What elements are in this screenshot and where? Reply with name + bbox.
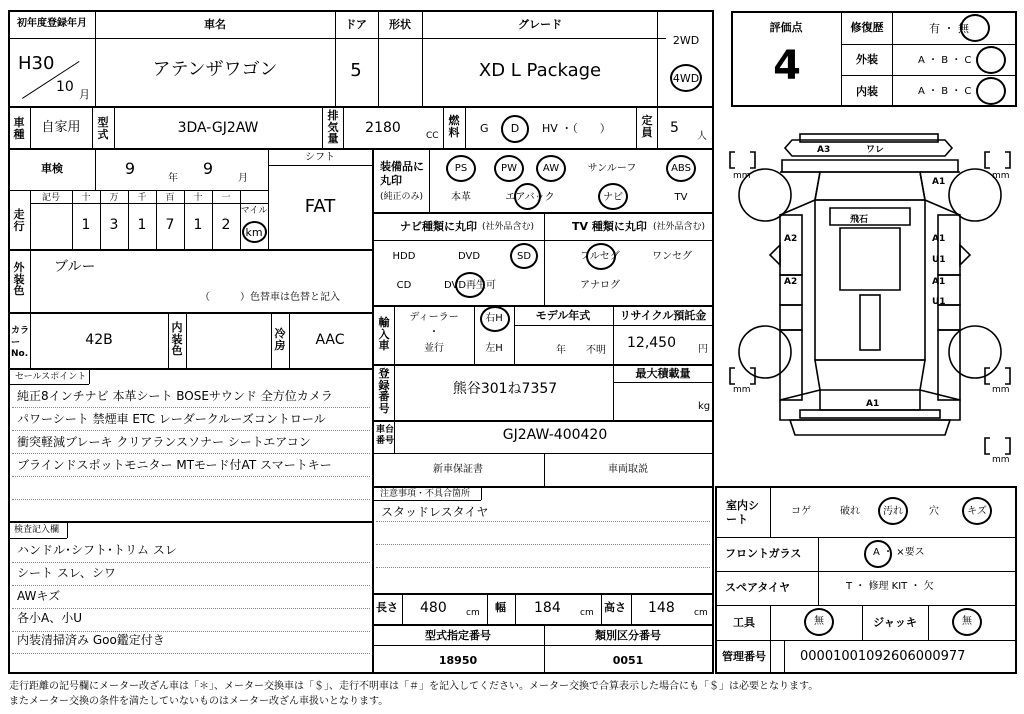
capacity-value: 5 — [670, 120, 679, 136]
exterior-grade: A ・ B ・ C — [918, 55, 972, 66]
width-unit: cm — [580, 608, 594, 618]
equip-item: サンルーフ — [587, 163, 637, 174]
mileage-mile: マイル — [240, 206, 268, 216]
inspection-year-unit: 年 — [168, 173, 178, 184]
tools-label: 工具 — [733, 616, 755, 629]
equip-item: 本革 — [451, 192, 471, 203]
height-unit: cm — [694, 608, 708, 618]
interior-color-label: 内装色 — [171, 321, 183, 358]
mileage-digit: 1 — [137, 217, 147, 233]
drive-4wd: 4WD — [672, 72, 700, 85]
length-label: 長さ — [376, 601, 398, 614]
type-no-label: 型式指定番号 — [425, 629, 491, 642]
import-label: 輸入車 — [378, 316, 390, 353]
class-no-label: 類別区分番号 — [595, 629, 661, 642]
grade-value: XD L Package — [478, 60, 602, 81]
fuel-g: G — [480, 122, 489, 135]
interior-seat-label: 室内シート — [726, 499, 759, 527]
model-value: 3DA-GJ2AW — [177, 120, 259, 136]
jack-value: 無 — [962, 616, 972, 627]
inspect-label: 検査記入欄 — [14, 525, 60, 535]
mileage-km: km — [245, 226, 263, 239]
damage-mark: 飛石 — [850, 215, 869, 225]
max-load-unit: kg — [698, 401, 711, 412]
inspect-line: 内装清掃済み Goo鑑定付き — [17, 633, 165, 647]
model-year-unit: 年 — [556, 345, 566, 356]
inspect-line: 各小A、小U — [17, 611, 82, 625]
capacity-label: 定員 — [641, 114, 653, 139]
color-no-value: 42B — [85, 332, 113, 348]
class-no-value: 0051 — [612, 654, 644, 667]
inspection-year: 9 — [124, 159, 136, 178]
mileage-sign-label: 記号 — [41, 193, 61, 203]
mgmt-value: 00001001092606000977 — [800, 649, 966, 664]
displacement-value: 2180 — [365, 120, 401, 136]
recycle-label: リサイクル預託金 — [619, 309, 707, 322]
exterior-value: ブルー — [54, 259, 96, 275]
damage-mark: A2 — [784, 277, 798, 287]
damage-mark: ワレ — [866, 145, 885, 155]
reg-no-label: 登録番号 — [378, 367, 390, 415]
navi-item: DVD再生可 — [443, 280, 497, 291]
model-year-label: モデル年式 — [535, 309, 591, 322]
type-no-value: 18950 — [438, 654, 478, 667]
car-name-label: 車名 — [204, 18, 226, 31]
usage-value: 自家用 — [41, 120, 81, 135]
mileage-digit: 7 — [165, 217, 175, 233]
equip-item: ナビ — [603, 192, 623, 203]
damage-mark: A1 — [932, 177, 946, 187]
ac-value: AAC — [315, 332, 345, 348]
seat-item: 穴 — [929, 506, 939, 517]
import-dealer: ディーラー — [409, 312, 459, 323]
sales-line: 純正8インチナビ 本革シート BOSEサウンド 全方位カメラ — [17, 389, 333, 403]
exterior-c-circle — [976, 46, 1006, 74]
sales-label: セールスポイント — [15, 372, 87, 382]
mm-label: mm — [733, 171, 751, 181]
fuel-hv: HV ・（ ） — [542, 122, 611, 135]
inspect-line: シート スレ、シワ — [17, 566, 116, 580]
mileage-col: 万 — [109, 193, 119, 203]
import-parallel: 並行 — [424, 343, 444, 354]
mm-label: mm — [992, 171, 1010, 181]
equip-item: PW — [501, 163, 517, 174]
color-no-label: カラーNo. — [11, 326, 30, 360]
mgmt-label: 管理番号 — [722, 650, 766, 663]
equip-item: TV — [674, 192, 688, 203]
mileage-digit: 3 — [109, 217, 119, 233]
model-label: 型式 — [97, 116, 109, 141]
warranty-manual: 車両取説 — [608, 464, 648, 475]
mileage-col: 千 — [137, 193, 147, 203]
shape-label: 形状 — [389, 18, 411, 31]
score-value: 4 — [773, 43, 801, 89]
vin-value: GJ2AW-400420 — [502, 427, 608, 443]
notes-value: スタッドレスタイヤ — [381, 505, 489, 519]
repair-value: 有 ・ 無 — [929, 22, 969, 35]
import-left: 左H — [485, 343, 503, 354]
recycle-value: 12,450 — [627, 335, 676, 351]
mileage-col: 一 — [221, 193, 231, 203]
mileage-col: 十 — [81, 193, 91, 203]
inspect-line: AWキズ — [17, 589, 61, 603]
cc-unit: CC — [426, 131, 439, 141]
tv-sub: (社外品含む) — [653, 222, 706, 232]
reg-month: 10 — [56, 79, 74, 95]
sales-line: 衝突軽減ブレーキ クリアランスソナー シートエアコン — [17, 435, 311, 449]
spare-value: T ・ 修理 KIT ・ 欠 — [846, 581, 934, 592]
navi-item: SD — [516, 251, 532, 262]
mileage-col: 十 — [193, 193, 203, 203]
inspection-month: 9 — [202, 159, 214, 178]
reg-date-label: 初年度登録年月 — [17, 18, 87, 29]
navi-item: HDD — [392, 251, 416, 262]
seat-item: キズ — [967, 506, 987, 517]
damage-mark: A1 — [866, 399, 880, 409]
warranty-new: 新車保証書 — [433, 464, 483, 475]
equipment-sub: (純正のみ) — [380, 192, 424, 202]
model-year-unknown: 不明 — [586, 345, 606, 356]
width-value: 184 — [534, 600, 561, 616]
ac-label: 冷房 — [274, 327, 286, 352]
tools-value: 無 — [814, 616, 824, 627]
mm-label: mm — [733, 385, 751, 395]
sales-line: パワーシート 禁煙車 ETC レーダークルーズコントロール — [17, 412, 326, 426]
seat-item: 破れ — [840, 506, 860, 517]
import-right: 右H — [485, 313, 503, 324]
mileage-digit: 2 — [221, 217, 231, 233]
mm-label: mm — [992, 385, 1010, 395]
exterior-label: 外装色 — [13, 261, 25, 298]
max-load-label: 最大積載量 — [635, 367, 691, 380]
shift-value: FAT — [304, 196, 336, 217]
score-label: 評価点 — [769, 21, 803, 34]
damage-mark: A2 — [784, 234, 798, 244]
height-label: 高さ — [604, 601, 626, 614]
footer-line1: 走行距離の記号欄にメーター改ざん車は「＊」、メーター交換車は「＄」、走行不明車は「＃」を記入してください。メーター交換で合算表示した場合にも「＄」は必要となります。 — [9, 681, 819, 692]
car-damage-diagram — [720, 120, 1024, 480]
reg-no-value: 熊谷301ね7357 — [452, 381, 558, 397]
exterior-note: （ ）色替車は色替と記入 — [200, 292, 340, 303]
damage-mark: U1 — [932, 255, 946, 265]
usage-label: 車種 — [13, 116, 25, 141]
footer-line2: またメーター交換の条件を満たしていないものはメーター改ざん車扱いとなります。 — [9, 696, 389, 707]
navi-item: DVD — [457, 251, 481, 262]
car-name: アテンザワゴン — [152, 59, 278, 80]
interior-c-circle — [976, 77, 1006, 105]
vin-label: 車台番号 — [376, 425, 395, 446]
seat-item: コゲ — [791, 506, 811, 517]
damage-mark: U1 — [932, 297, 946, 307]
reg-month-unit: 月 — [79, 88, 90, 101]
door-label: ドア — [345, 18, 367, 31]
glass-label: フロントガラス — [725, 547, 802, 560]
seat-item: 汚れ — [883, 506, 903, 517]
navi-item: CD — [396, 280, 412, 291]
sales-line: ブラインドスポットモニター MTモード付AT スマートキー — [17, 458, 332, 472]
mileage-label: 走行 — [13, 208, 25, 233]
notes-label: 注意事項・不具合箇所 — [380, 489, 471, 499]
tv-item: ワンセグ — [652, 251, 692, 262]
navi-label: ナビ種類に丸印 — [400, 220, 477, 233]
height-value: 148 — [648, 600, 675, 616]
equipment-label: 装備品に丸印 — [380, 160, 424, 188]
damage-mark: A1 — [932, 234, 946, 244]
reg-era: H30 — [18, 53, 55, 74]
interior-grade-label: 内装 — [856, 85, 878, 98]
length-value: 480 — [420, 600, 447, 616]
width-label: 幅 — [495, 601, 506, 614]
import-dot: ・ — [429, 327, 439, 338]
repair-label: 修復歴 — [850, 21, 884, 34]
damage-mark: A1 — [932, 277, 946, 287]
fuel-label: 燃料 — [448, 114, 460, 139]
fuel-d: D — [510, 122, 520, 135]
damage-mark: A3 — [817, 145, 831, 155]
glass-value: A ・ ×要ス — [873, 547, 925, 558]
inspection-label: 車検 — [41, 162, 63, 175]
spare-label: スペアタイヤ — [725, 581, 791, 594]
equip-item: PS — [454, 163, 468, 174]
interior-grade: A ・ B ・ C — [918, 86, 972, 97]
tv-item: フルセグ — [580, 251, 620, 262]
equip-item: エアバック — [505, 192, 555, 203]
mileage-col: 百 — [165, 193, 175, 203]
exterior-grade-label: 外装 — [856, 53, 878, 66]
equip-item: AW — [542, 163, 560, 174]
drive-2wd: 2WD — [672, 34, 700, 47]
length-unit: cm — [466, 608, 480, 618]
displacement-label: 排気量 — [327, 109, 339, 146]
grade-label: グレード — [518, 18, 562, 31]
jack-label: ジャッキ — [873, 616, 917, 629]
equip-item: ABS — [671, 163, 691, 174]
tv-item: アナログ — [580, 280, 620, 291]
recycle-unit: 円 — [698, 344, 708, 355]
inspect-line: ハンドル･シフト･トリム スレ — [17, 543, 177, 557]
inspection-month-unit: 月 — [238, 173, 248, 184]
mm-label: mm — [992, 455, 1010, 465]
mileage-digit: 1 — [81, 217, 91, 233]
navi-sub: (社外品含む) — [482, 222, 535, 232]
door-count: 5 — [350, 60, 362, 81]
tv-label: TV 種類に丸印 — [572, 220, 647, 233]
capacity-unit: 人 — [697, 131, 707, 142]
mileage-digit: 1 — [193, 217, 203, 233]
shift-label: シフト — [305, 152, 335, 163]
